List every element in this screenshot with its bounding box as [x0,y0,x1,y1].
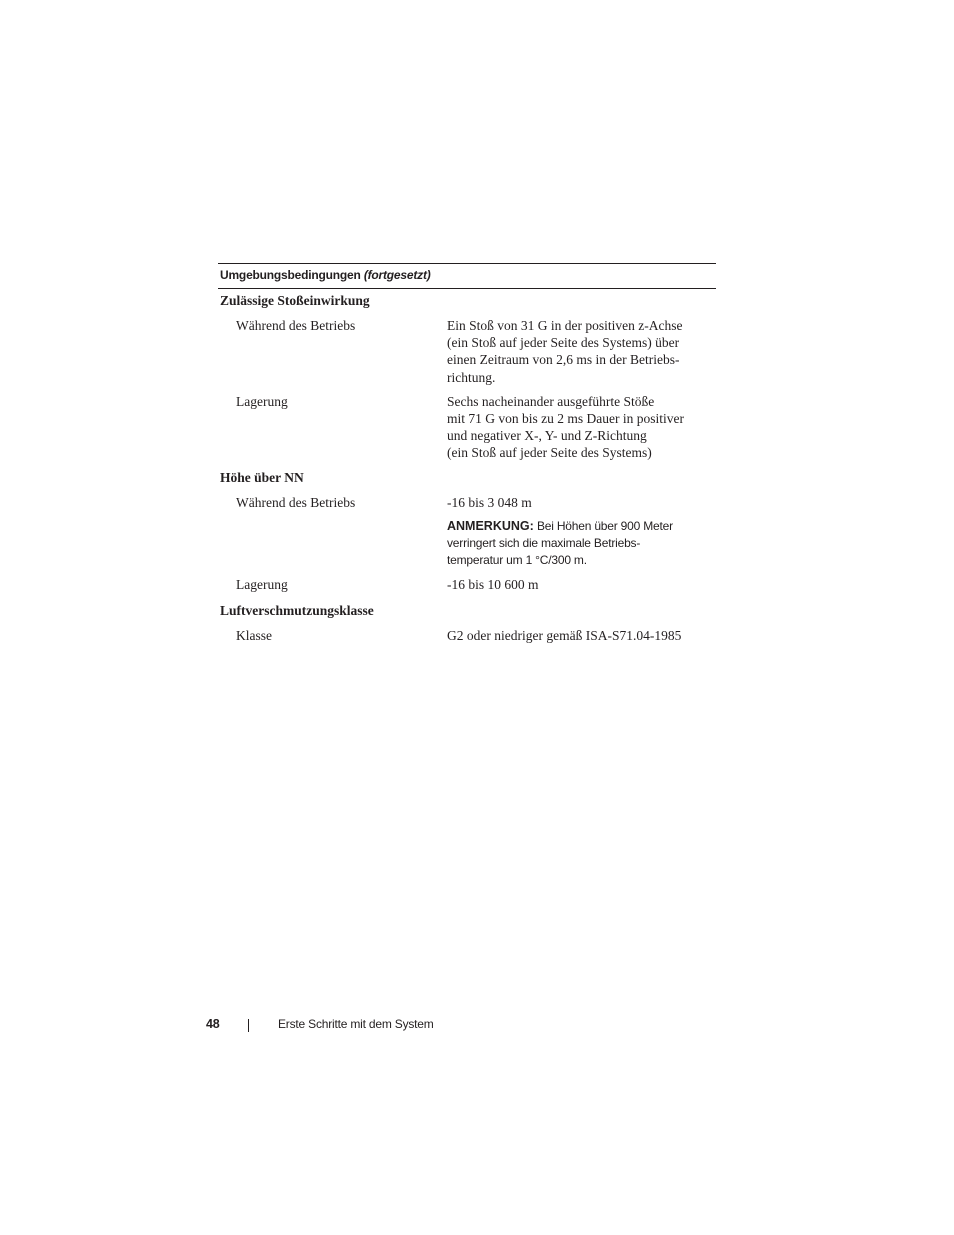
row-value [447,317,716,386]
note-text: temperatur um 1 °C/300 m. [447,553,587,568]
table-row [218,576,716,593]
value-line: einen Zeitraum von 2,6 ms in der Betriebs- [447,352,680,368]
value-line: mit 71 G von bis zu 2 ms Dauer in positiver [447,411,684,427]
value-line: -16 bis 10 600 m [447,577,539,593]
row-label: Während des Betriebs [236,494,356,510]
value-line: Ein Stoß von 31 G in der positiven z-Achse [447,318,683,333]
row-label: Lagerung [236,393,288,409]
row-value [447,393,716,462]
table-row [218,393,716,462]
value-line: Sechs nacheinander ausgeführte Stöße [447,393,655,409]
value-line: (ein Stoß auf jeder Seite des Systems) [447,445,652,461]
row-value [447,494,716,570]
value-line: richtung. [447,369,496,385]
row-value [447,576,716,593]
table-header-suffix: (fortgesetzt) [363,268,431,282]
section-title-shock: Zulässige Stoßeinwirkung [220,293,370,308]
table-row [218,494,716,570]
note-label: ANMERKUNG: [447,518,534,533]
row-value [447,627,716,644]
row-label: Klasse [236,627,272,643]
footer-title: Erste Schritte mit dem System [278,1017,434,1031]
value-line: -16 bis 3 048 m [447,494,532,510]
section-title-altitude: Höhe über NN [220,469,304,485]
page-number: 48 [206,1017,220,1031]
section-title-pollution: Luftverschmutzungsklasse [220,602,374,618]
value-line: und negativer X-, Y- und Z-Richtung [447,428,647,444]
value-line: G2 oder niedriger gemäß ISA-S71.04-1985 [447,627,682,643]
note-text: Bei Höhen über 900 Meter [536,518,673,533]
note-text: verringert sich die maximale Betriebs- [447,536,641,551]
row-label: Lagerung [236,577,288,593]
table-header [218,263,716,289]
environment-table [218,263,716,644]
value-line: (ein Stoß auf jeder Seite des Systems) über [447,335,680,351]
note-block [447,518,716,570]
footer-divider [248,1019,249,1032]
row-label: Während des Betriebs [236,318,356,333]
table-header-title: Umgebungsbedingungen [220,268,361,282]
table-row [218,627,716,644]
table-row [218,317,716,386]
